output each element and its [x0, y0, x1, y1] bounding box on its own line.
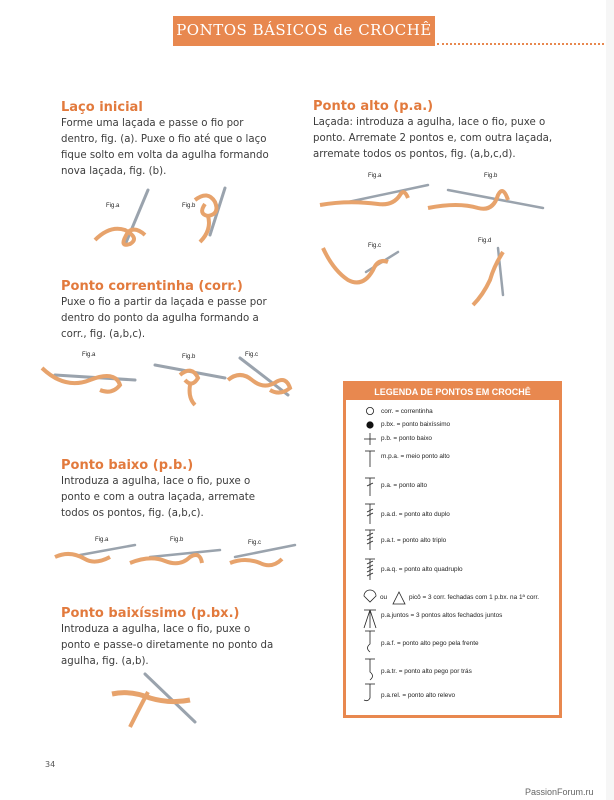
- text-line: ponto e passe-o diretamente no ponto da: [61, 640, 274, 651]
- pico-symbol-icon: [364, 590, 376, 602]
- legend-item: p.a.q. = ponto alto quadruplo: [381, 566, 463, 573]
- text-line: Introduza a agulha, lace o fio, puxe o: [61, 624, 251, 635]
- page-number: 34: [45, 760, 56, 769]
- fig-label: Fig.c: [368, 243, 382, 249]
- section-title-baixo: Ponto baixo (p.b.): [61, 458, 194, 473]
- text-line: todos os pontos, fig. (a,b,c).: [61, 508, 204, 519]
- baixo-illustration: [50, 535, 300, 580]
- hook-icon: [125, 190, 148, 245]
- fig-label: Fig.c: [245, 352, 259, 358]
- text-line: ponto. Arremate 2 pontos e, com outra laçada,: [313, 133, 553, 144]
- fig-label: Fig.b: [170, 537, 184, 543]
- text-line: fique solto em volta da agulha formando: [61, 150, 269, 161]
- text-line: corr., fig. (a,b,c).: [61, 329, 146, 340]
- legend-item: p.a.t. = ponto alto triplo: [381, 537, 447, 544]
- text-line: ponto e com a outra laçada, arremate: [61, 492, 255, 503]
- fig-label: Fig.a: [106, 203, 120, 209]
- text-line: Laçada: introduza a agulha, lace o fio, puxe o: [313, 117, 546, 128]
- legend-item: p.a.d. = ponto alto duplo: [381, 511, 450, 518]
- text-line: dentro do ponto da agulha formando a: [61, 313, 259, 324]
- page-edge: [606, 0, 614, 800]
- section-body-baixo: [61, 474, 255, 522]
- yarn-loop-icon: [195, 195, 216, 242]
- alto-illustration: [318, 170, 568, 310]
- fig-label: Fig.c: [248, 540, 262, 546]
- text-line: Puxe o fio a partir da laçada e passe por: [61, 297, 267, 308]
- open-circle-icon: [366, 407, 373, 414]
- legend-item: p.a. = ponto alto: [381, 482, 428, 489]
- yarn-row-icon: [112, 693, 190, 702]
- legend-ou: ou: [380, 594, 388, 601]
- legend-item: corr. = correntinha: [381, 408, 433, 415]
- legend-item: p.b. = ponto baixo: [381, 435, 432, 442]
- correntinha-illustration: [40, 350, 310, 410]
- section-body-laco: [61, 116, 269, 180]
- text-line: Introduza a agulha, lace o fio, puxe o: [61, 476, 251, 487]
- hook-icon: [80, 545, 135, 555]
- legend-title: LEGENDA DE PONTOS EM CROCHÊ: [346, 384, 559, 400]
- triangle-icon: [391, 590, 407, 606]
- baixissimo-illustration: [110, 672, 205, 732]
- text-line: nova laçada, fig. (b).: [61, 166, 167, 177]
- section-body-correntinha: [61, 295, 267, 343]
- yarn-column-icon: [473, 252, 503, 305]
- section-body-baixissimo: [61, 622, 273, 670]
- watermark: PassionForum.ru: [525, 787, 594, 797]
- text-line: arremate todos os pontos, fig. (a,b,c,d).: [313, 149, 516, 160]
- legend-item: p.a.tr. = ponto alto pego por trás: [381, 668, 472, 675]
- yarn-tail-icon: [130, 692, 148, 727]
- section-title-laco: Laço inicial: [61, 100, 143, 115]
- legend-item: p.a.f. = ponto alto pego pela frente: [381, 640, 479, 647]
- hook-icon: [235, 545, 295, 557]
- legend-item: p.a.rel. = ponto alto relevo: [381, 692, 456, 699]
- hook-icon: [348, 185, 428, 202]
- legend-item: m.p.a. = meio ponto alto: [381, 453, 450, 460]
- yarn-row-icon: [230, 559, 282, 565]
- legend-item: p.a.juntos = 3 pontos altos fechados juntos: [381, 612, 503, 619]
- yarn-loop-icon: [180, 371, 198, 405]
- yarn-column-icon: [323, 248, 388, 282]
- header-dotted-rule: [437, 43, 612, 45]
- fig-label: Fig.a: [82, 352, 96, 358]
- legend-symbols: [360, 404, 384, 704]
- section-title-alto: Ponto alto (p.a.): [313, 99, 434, 114]
- fig-label: Fig.d: [478, 238, 492, 244]
- text-line: dentro, fig. (a). Puxe o fio até que o laço: [61, 134, 267, 145]
- fig-label: Fig.a: [368, 173, 382, 179]
- section-title-baixissimo: Ponto baixíssimo (p.bx.): [61, 606, 240, 621]
- legend-item: picô = 3 corr. fechadas com 1 p.bx. na 1ª corr.: [409, 594, 540, 601]
- fig-label: Fig.b: [182, 354, 196, 360]
- fig-label: Fig.b: [182, 203, 196, 209]
- text-line: Forme uma laçada e passe o fio por: [61, 118, 244, 129]
- hook-icon: [150, 550, 220, 557]
- fig-label: Fig.b: [484, 173, 498, 179]
- laco-illustration: [90, 180, 250, 255]
- fig-label: Fig.a: [95, 537, 109, 543]
- yarn-loop-icon: [95, 229, 145, 245]
- filled-circle-icon: [366, 421, 373, 428]
- page-title: PONTOS BÁSICOS de CROCHÊ: [176, 21, 432, 39]
- legend-item: p.bx. = ponto baixíssimo: [381, 421, 451, 428]
- text-line: agulha, fig. (a,b).: [61, 656, 149, 667]
- section-title-correntinha: Ponto correntinha (corr.): [61, 279, 243, 294]
- section-body-alto: [313, 115, 552, 163]
